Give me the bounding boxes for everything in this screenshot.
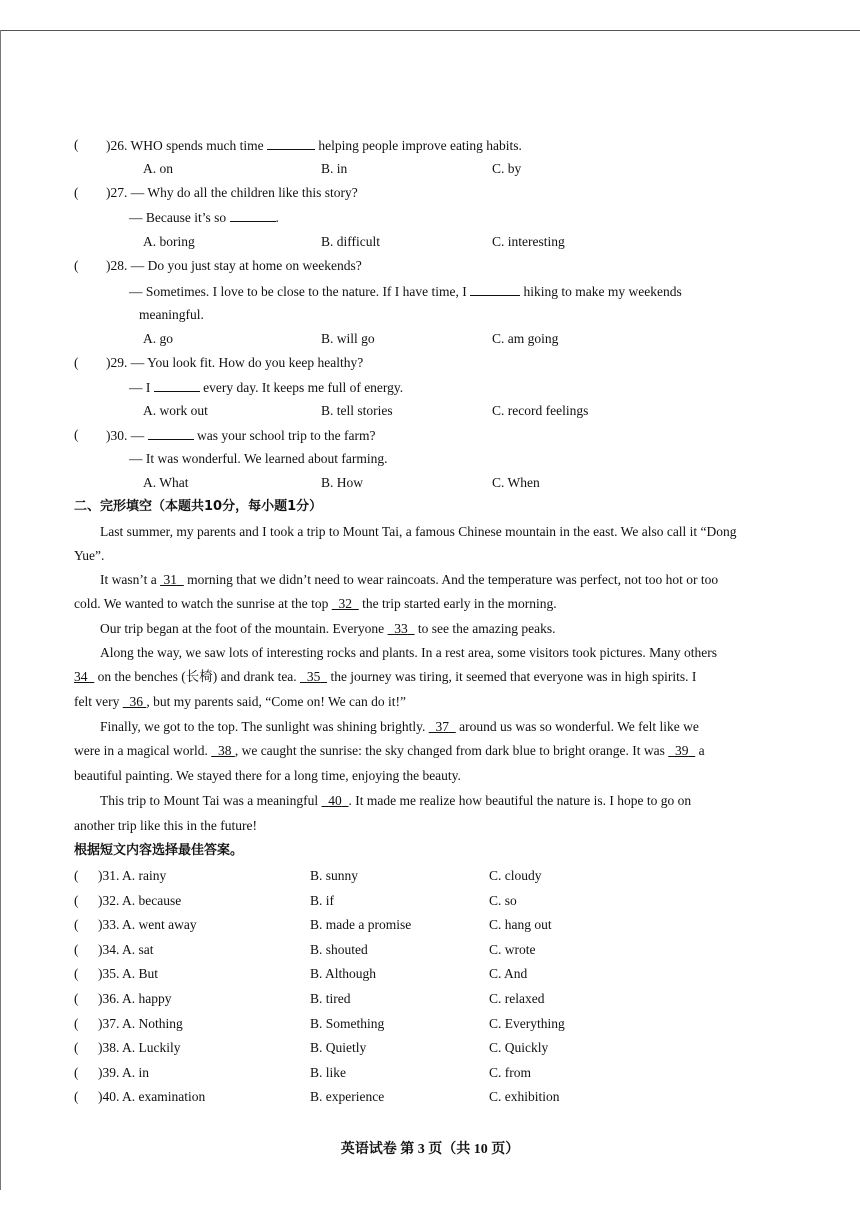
page-footer: 英语试卷 第 3 页（共 10 页） [340, 1142, 520, 1157]
q28-paren: ( [74, 258, 79, 273]
passage-p5-line2: were in a magical world. 38 , we caught the sunrise: the sky changed from dark blue to bright orange. It was 39 a [74, 743, 705, 758]
passage-p2-line1: It wasn’t a 31 morning that we didn’t need to wear raincoats. And the temperature was perfect, not too hot or too [100, 572, 719, 587]
cloze-35-answer-paren: ( [74, 966, 79, 982]
cloze-31-answer-paren: ( [74, 868, 79, 883]
cloze-35-option-a: )35. A. But [98, 966, 159, 982]
cloze-40-option-a: )40. A. examination [98, 1089, 206, 1105]
q30-option-b: B. How [321, 475, 364, 490]
q30-answer-line: — It was wonderful. We learned about farming. [129, 451, 388, 466]
q27-option-b: B. difficult [321, 234, 380, 249]
cloze-33-option-a: )33. A. went away [98, 917, 197, 933]
blank-32: 32 [338, 596, 352, 611]
q27-option-a: A. boring [143, 234, 195, 249]
cloze-37-option-b: B. Something [310, 1015, 385, 1031]
cloze-36-option-a: )36. A. happy [98, 991, 172, 1006]
answer-blank [230, 208, 276, 222]
cloze-31-option-b: B. sunny [310, 868, 359, 883]
q28-answer-line: — Sometimes. I love to be close to the nature. If I have time, I hiking to make my weekends [129, 284, 682, 299]
q28-stem: )28. — Do you just stay at home on weekends? [106, 258, 362, 273]
passage-p6-line2: another trip like this in the future! [74, 818, 257, 833]
q26-option-a: A. on [143, 161, 173, 176]
blank-34: 34 [74, 669, 88, 684]
cloze-31-option-a: )31. A. rainy [98, 868, 167, 883]
blank-39: 39 [674, 743, 689, 758]
cloze-34-option-b: B. shouted [310, 941, 368, 957]
cloze-32-option-c: C. so [489, 892, 517, 908]
cloze-34-option-a: )34. A. sat [98, 941, 154, 957]
cloze-33-answer-paren: ( [74, 917, 79, 933]
q29-paren: ( [74, 355, 79, 370]
passage-p4-line1: Along the way, we saw lots of interesting rocks and plants. In a rest area, some visitors took pictures. Many others [100, 645, 717, 660]
answer-blank [154, 378, 200, 392]
q30-option-a: A. What [143, 475, 189, 490]
cloze-37-option-a: )37. A. Nothing [98, 1015, 183, 1031]
cloze-34-answer-paren: ( [74, 941, 79, 957]
cloze-36-answer-paren: ( [74, 991, 79, 1006]
blank-36: 36 [129, 694, 143, 709]
cloze-36-option-c: C. relaxed [489, 991, 545, 1006]
q27-stem: )27. — Why do all the children like this story? [106, 185, 358, 200]
choose-instruction: 根据短文内容选择最佳答案。 [74, 843, 244, 858]
answer-blank [267, 136, 315, 150]
cloze-32-answer-paren: ( [74, 892, 79, 908]
cloze-33-option-b: B. made a promise [310, 917, 412, 933]
q29-option-b: B. tell stories [321, 403, 393, 418]
passage-p2-line2: cold. We wanted to watch the sunrise at the top 32 the trip started early in the morning. [74, 596, 557, 611]
cloze-36-option-b: B. tired [310, 991, 351, 1006]
cloze-39-option-a: )39. A. in [98, 1064, 150, 1080]
blank-35: 35 [306, 669, 321, 684]
passage-p6-line1: This trip to Mount Tai was a meaningful 40 . It made me realize how beautiful the nature is. I hope to go on [100, 793, 692, 808]
passage-p4-line2: 34 on the benches (长椅) and drank tea. 35 the journey was tiring, it seemed that everyone was in high spirits. I [74, 669, 697, 684]
cloze-32-option-b: B. if [310, 892, 335, 908]
cloze-37-answer-paren: ( [74, 1015, 79, 1031]
q29-option-a: A. work out [143, 403, 208, 418]
cloze-40-option-b: B. experience [310, 1089, 385, 1105]
cloze-40-answer-paren: ( [74, 1089, 79, 1105]
q30-option-c: C. When [492, 475, 540, 490]
passage-p1-line1: Last summer, my parents and I took a trip to Mount Tai, a famous Chinese mountain in the east. We also call it “Dong [100, 524, 737, 539]
cloze-35-option-b: B. Although [310, 966, 377, 982]
passage-p1-line2: Yue”. [74, 548, 105, 563]
q26-option-c: C. by [492, 161, 522, 176]
q29-stem: )29. — You look fit. How do you keep healthy? [106, 355, 364, 370]
q28-option-b: B. will go [321, 331, 375, 346]
q26-stem: )26. WHO spends much time helping people improve eating habits. [106, 138, 522, 153]
cloze-34-option-c: C. wrote [489, 941, 536, 957]
q30-stem: )30. — was your school trip to the farm? [106, 428, 376, 443]
q26-option-b: B. in [321, 161, 348, 176]
q26-paren: ( [74, 137, 79, 152]
cloze-37-option-c: C. Everything [489, 1015, 565, 1031]
q27-option-c: C. interesting [492, 234, 565, 249]
blank-37: 37 [435, 719, 449, 734]
cloze-39-option-c: C. from [489, 1064, 531, 1080]
q27-paren: ( [74, 185, 79, 200]
answer-blank [148, 426, 194, 440]
passage-p4-line3: felt very 36 , but my parents said, “Come on! We can do it!” [74, 694, 406, 709]
blank-31: 31 [163, 572, 177, 587]
cloze-39-answer-paren: ( [74, 1064, 79, 1080]
q28-option-a: A. go [143, 331, 173, 346]
cloze-38-answer-paren: ( [74, 1040, 79, 1056]
answer-blank [470, 282, 520, 296]
passage-p5-line3: beautiful painting. We stayed there for a long time, enjoying the beauty. [74, 768, 461, 783]
q30-paren: ( [74, 427, 79, 442]
cloze-38-option-c: C. Quickly [489, 1040, 549, 1056]
cloze-39-option-b: B. like [310, 1064, 346, 1080]
cloze-38-option-b: B. Quietly [310, 1040, 367, 1056]
q29-option-c: C. record feelings [492, 403, 589, 418]
cloze-35-option-c: C. And [489, 966, 528, 982]
cloze-31-option-c: C. cloudy [489, 868, 542, 883]
cloze-38-option-a: )38. A. Luckily [98, 1040, 181, 1056]
blank-33: 33 [394, 621, 408, 636]
q27-answer-line: — Because it’s so . [129, 210, 279, 225]
blank-40: 40 [328, 793, 342, 808]
cloze-32-option-a: )32. A. because [98, 892, 182, 908]
blank-38: 38 [217, 743, 232, 758]
q29-answer-line: — I every day. It keeps me full of energy. [129, 380, 404, 395]
section-2-title: 二、完形填空（本题共10分，每小题1分） [74, 499, 323, 514]
q28-option-c: C. am going [492, 331, 559, 346]
passage-p5-line1: Finally, we got to the top. The sunlight was shining brightly. 37 around us was so wonderful. We felt like we [100, 719, 699, 734]
q28-answer-line-2: meaningful. [139, 307, 204, 322]
cloze-33-option-c: C. hang out [489, 917, 552, 933]
passage-p3: Our trip began at the foot of the mountain. Everyone 33 to see the amazing peaks. [100, 621, 556, 636]
cloze-40-option-c: C. exhibition [489, 1089, 560, 1105]
